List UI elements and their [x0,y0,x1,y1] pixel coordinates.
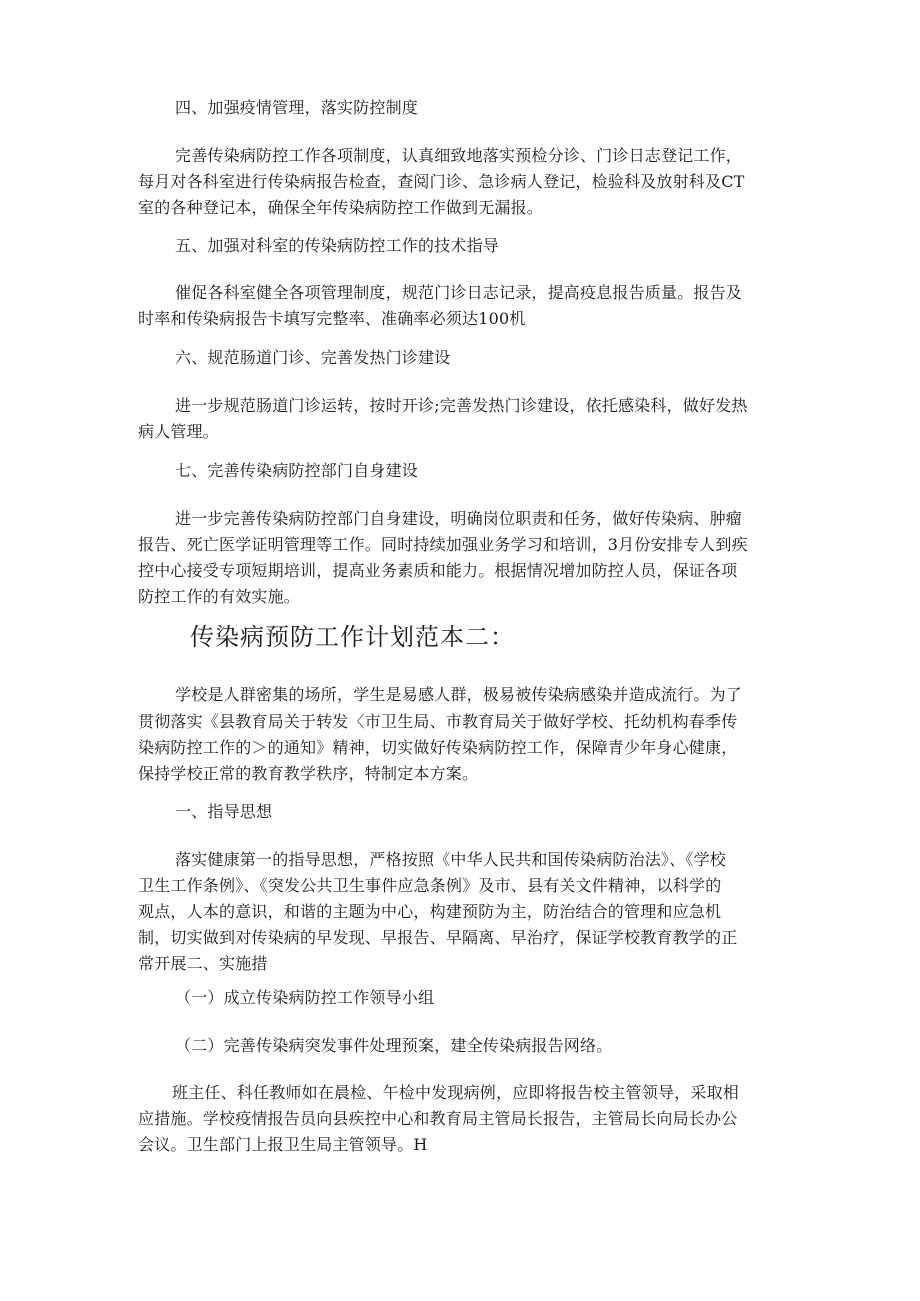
guide-heading: 一、指导思想 [175,802,273,821]
guide-line-5: 常开展二、实施措 [138,954,268,973]
closing-line-2: 应措施。学校疫情报告员向县疾控中心和教育局主管局长报告，主管局长向局长办公 [138,1109,738,1128]
closing-line-3: 会议。卫生部门上报卫生局主管领导。H [138,1135,428,1154]
section-5-line-2: 时率和传染病报告卡填写完整率、准确率必须达100机 [138,309,526,328]
measure-1: （一）成立传染病防控工作领导小组 [175,988,435,1007]
guide-line-1: 落实健康第一的指导思想，严格按照《中华人民共和国传染病防治法》、《学校 [175,850,727,869]
section-7-line-3: 控中心接受专项短期培训，提高业务素质和能力。根据情况增加防控人员，保证各项 [138,561,738,580]
section-7-line-2: 报告、死亡医学证明管理等工作。同时持续加强业务学习和培训，3月份安排专人到疾 [138,535,748,554]
guide-line-2: 卫生工作条例》、《突发公共卫生事件应急条例》及市、县有关文件精神，以科学的 [138,876,722,895]
intro-line-2: 贯彻落实《县教育局关于转发〈市卫生局、市教育局关于做好学校、托幼机构春季传 [138,712,738,731]
intro-line-1: 学校是人群密集的场所，学生是易感人群，极易被传染病感染并造成流行。为了 [175,685,743,704]
section-5-heading: 五、加强对科室的传染病防控工作的技术指导 [175,236,500,255]
section-7-line-4: 防控工作的有效实施。 [138,587,301,606]
section-5-line-1: 催促各科室健全各项管理制度，规范门诊日志记录，提高疫息报告质量。报告及 [175,283,743,302]
section-6-line-2: 病人管理。 [138,422,220,441]
section-7-line-1: 进一步完善传染病防控部门自身建设，明确岗位职责和任务，做好传染病、肿瘤 [175,509,743,528]
section-4-line-2: 每月对各科室进行传染病报告检查，查阅门诊、急诊病人登记，检验科及放射科及CT [138,172,745,191]
intro-line-4: 保持学校正常的教育教学秩序，特制定本方案。 [138,764,479,783]
guide-line-3: 观点，人本的意识，和谐的主题为中心，构建预防为主，防治结合的管理和应急机 [138,902,722,921]
closing-line-1: 班主任、科任教师如在晨检、午检中发现病例，应即将报告校主管领导，采取相 [172,1083,740,1102]
plan-title: 传染病预防工作计划范本二： [190,623,515,651]
section-6-line-1: 进一步规范肠道门诊运转，按时开诊;完善发热门诊建设，依托感染科，做好发热 [175,396,748,415]
intro-line-3: 染病防控工作的＞的通知》精神，切实做好传染病防控工作，保障青少年身心健康， [138,738,738,757]
measure-2: （二）完善传染病突发事件处理预案，建全传染病报告网络。 [175,1036,613,1055]
section-4-line-3: 室的各种登记本，确保全年传染病防控工作做到无漏报。 [138,198,544,217]
section-4-heading: 四、加强疫情管理，落实防控制度 [175,98,419,117]
guide-line-4: 制，切实做到对传染病的早发现、早报告、早隔离、早治疗，保证学校教育教学的正 [138,928,738,947]
section-6-heading: 六、规范肠道门诊、完善发热门诊建设 [175,348,451,367]
section-4-line-1: 完善传染病防控工作各项制度，认真细致地落实预检分诊、门诊日志登记工作， [175,146,743,165]
section-7-heading: 七、完善传染病防控部门自身建设 [175,461,419,480]
